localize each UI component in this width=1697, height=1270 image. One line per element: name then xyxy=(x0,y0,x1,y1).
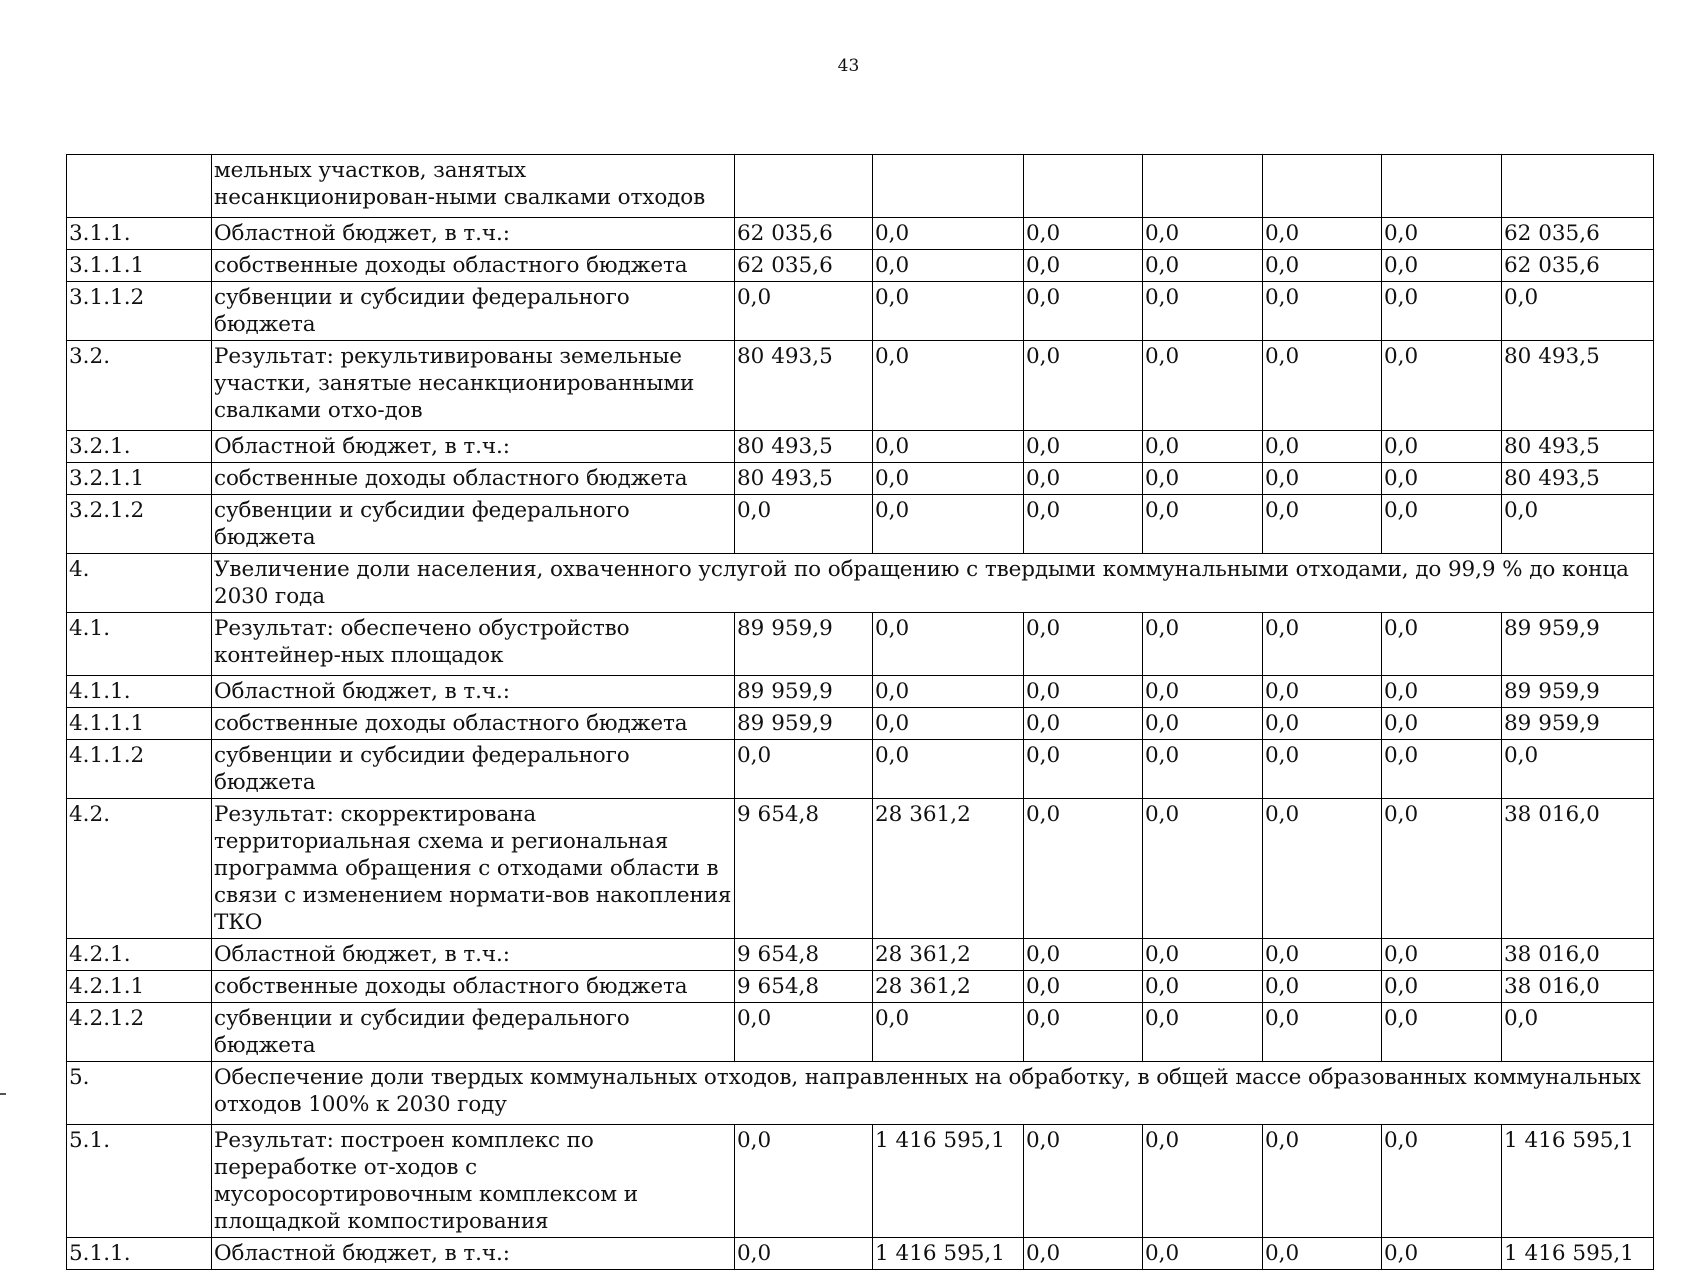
value-col-2: 0,0 xyxy=(873,341,1024,431)
value-col-3: 0,0 xyxy=(1024,1238,1143,1270)
value-col-4: 0,0 xyxy=(1143,613,1263,676)
value-col-6: 0,0 xyxy=(1382,218,1502,250)
item-name: субвенции и субсидии федерального бюджета xyxy=(212,282,735,341)
value-col-1: 80 493,5 xyxy=(735,463,873,495)
total-value: 0,0 xyxy=(1502,740,1654,799)
row-number: 5. xyxy=(67,1062,212,1125)
value-col-4: 0,0 xyxy=(1143,463,1263,495)
total-value: 80 493,5 xyxy=(1502,431,1654,463)
value-col-5 xyxy=(1263,155,1382,218)
value-col-5: 0,0 xyxy=(1263,250,1382,282)
total-value: 38 016,0 xyxy=(1502,971,1654,1003)
row-number: 4.1.1. xyxy=(67,676,212,708)
value-col-1: 0,0 xyxy=(735,1238,873,1270)
value-col-2: 0,0 xyxy=(873,676,1024,708)
value-col-3: 0,0 xyxy=(1024,341,1143,431)
table-row xyxy=(67,708,1654,740)
value-col-6: 0,0 xyxy=(1382,740,1502,799)
total-value: 80 493,5 xyxy=(1502,463,1654,495)
item-name: Результат: построен комплекс по переработке от-ходов с мусоросортировочным комплексом и площадкой компостирования xyxy=(212,1125,735,1238)
value-col-6: 0,0 xyxy=(1382,463,1502,495)
value-col-2: 28 361,2 xyxy=(873,939,1024,971)
item-name: собственные доходы областного бюджета xyxy=(212,708,735,740)
value-col-3: 0,0 xyxy=(1024,676,1143,708)
item-name: Областной бюджет, в т.ч.: xyxy=(212,218,735,250)
total-value: 38 016,0 xyxy=(1502,799,1654,939)
value-col-2: 28 361,2 xyxy=(873,971,1024,1003)
value-col-6: 0,0 xyxy=(1382,341,1502,431)
item-name: субвенции и субсидии федерального бюджета xyxy=(212,1003,735,1062)
value-col-3: 0,0 xyxy=(1024,250,1143,282)
row-number: 4. xyxy=(67,554,212,613)
value-col-2: 0,0 xyxy=(873,431,1024,463)
table-row xyxy=(67,282,1654,341)
table-row xyxy=(67,495,1654,554)
section-row xyxy=(67,1062,1654,1125)
table-row xyxy=(67,463,1654,495)
value-col-5: 0,0 xyxy=(1263,613,1382,676)
value-col-4: 0,0 xyxy=(1143,971,1263,1003)
value-col-6: 0,0 xyxy=(1382,495,1502,554)
table-row xyxy=(67,1238,1654,1270)
value-col-5: 0,0 xyxy=(1263,1003,1382,1062)
value-col-1: 0,0 xyxy=(735,282,873,341)
value-col-4: 0,0 xyxy=(1143,1238,1263,1270)
table-row xyxy=(67,676,1654,708)
item-name: Областной бюджет, в т.ч.: xyxy=(212,676,735,708)
value-col-1: 9 654,8 xyxy=(735,971,873,1003)
value-col-2: 0,0 xyxy=(873,1003,1024,1062)
value-col-3: 0,0 xyxy=(1024,740,1143,799)
value-col-5: 0,0 xyxy=(1263,676,1382,708)
value-col-5: 0,0 xyxy=(1263,463,1382,495)
table-row xyxy=(67,740,1654,799)
table-row xyxy=(67,939,1654,971)
row-number: 3.2. xyxy=(67,341,212,431)
value-col-1 xyxy=(735,155,873,218)
table-row xyxy=(67,613,1654,676)
value-col-2: 0,0 xyxy=(873,740,1024,799)
value-col-3: 0,0 xyxy=(1024,971,1143,1003)
value-col-2: 0,0 xyxy=(873,250,1024,282)
value-col-3: 0,0 xyxy=(1024,708,1143,740)
value-col-2: 0,0 xyxy=(873,463,1024,495)
value-col-3: 0,0 xyxy=(1024,1003,1143,1062)
table-row xyxy=(67,1003,1654,1062)
value-col-4: 0,0 xyxy=(1143,282,1263,341)
value-col-3: 0,0 xyxy=(1024,1125,1143,1238)
row-number: 3.1.1. xyxy=(67,218,212,250)
total-value: 62 035,6 xyxy=(1502,250,1654,282)
total-value: 80 493,5 xyxy=(1502,341,1654,431)
item-name: Результат: рекультивированы земельные участки, занятые несанкционированными свалками отхо-дов xyxy=(212,341,735,431)
value-col-4 xyxy=(1143,155,1263,218)
value-col-1: 0,0 xyxy=(735,740,873,799)
value-col-6: 0,0 xyxy=(1382,613,1502,676)
item-name: Результат: скорректирована территориальная схема и региональная программа обращения с отходами области в связи с изменением нормати-вов накопления ТКО xyxy=(212,799,735,939)
value-col-4: 0,0 xyxy=(1143,1125,1263,1238)
table-row xyxy=(67,155,1654,218)
value-col-4: 0,0 xyxy=(1143,495,1263,554)
item-name: собственные доходы областного бюджета xyxy=(212,463,735,495)
row-number: 4.2.1. xyxy=(67,939,212,971)
item-name: субвенции и субсидии федерального бюджета xyxy=(212,495,735,554)
table-row xyxy=(67,431,1654,463)
total-value: 1 416 595,1 xyxy=(1502,1238,1654,1270)
value-col-5: 0,0 xyxy=(1263,939,1382,971)
value-col-2: 0,0 xyxy=(873,613,1024,676)
row-number: 3.1.1.2 xyxy=(67,282,212,341)
value-col-4: 0,0 xyxy=(1143,218,1263,250)
value-col-3: 0,0 xyxy=(1024,613,1143,676)
value-col-2 xyxy=(873,155,1024,218)
page-number: 43 xyxy=(837,56,860,76)
item-name: субвенции и субсидии федерального бюджета xyxy=(212,740,735,799)
value-col-4: 0,0 xyxy=(1143,676,1263,708)
row-number xyxy=(67,155,212,218)
total-value: 1 416 595,1 xyxy=(1502,1125,1654,1238)
value-col-6: 0,0 xyxy=(1382,282,1502,341)
budget-table xyxy=(66,154,1654,1270)
value-col-1: 89 959,9 xyxy=(735,676,873,708)
value-col-3: 0,0 xyxy=(1024,495,1143,554)
value-col-5: 0,0 xyxy=(1263,708,1382,740)
value-col-6 xyxy=(1382,155,1502,218)
total-value: 89 959,9 xyxy=(1502,708,1654,740)
value-col-6: 0,0 xyxy=(1382,1238,1502,1270)
item-name: собственные доходы областного бюджета xyxy=(212,250,735,282)
value-col-3: 0,0 xyxy=(1024,463,1143,495)
row-number: 3.1.1.1 xyxy=(67,250,212,282)
item-name: мельных участков, занятых несанкционирован-ными свалками отходов xyxy=(212,155,735,218)
value-col-1: 89 959,9 xyxy=(735,613,873,676)
total-value: 62 035,6 xyxy=(1502,218,1654,250)
row-number: 4.1. xyxy=(67,613,212,676)
table-row xyxy=(67,799,1654,939)
value-col-1: 0,0 xyxy=(735,495,873,554)
value-col-6: 0,0 xyxy=(1382,971,1502,1003)
value-col-2: 0,0 xyxy=(873,495,1024,554)
value-col-2: 0,0 xyxy=(873,218,1024,250)
row-number: 5.1. xyxy=(67,1125,212,1238)
value-col-4: 0,0 xyxy=(1143,740,1263,799)
item-name: Результат: обеспечено обустройство контейнер-ных площадок xyxy=(212,613,735,676)
value-col-1: 0,0 xyxy=(735,1003,873,1062)
table-row xyxy=(67,1125,1654,1238)
value-col-5: 0,0 xyxy=(1263,1125,1382,1238)
table-body xyxy=(67,155,1654,1270)
value-col-5: 0,0 xyxy=(1263,218,1382,250)
value-col-2: 1 416 595,1 xyxy=(873,1238,1024,1270)
value-col-4: 0,0 xyxy=(1143,1003,1263,1062)
section-row xyxy=(67,554,1654,613)
value-col-1: 80 493,5 xyxy=(735,431,873,463)
value-col-1: 9 654,8 xyxy=(735,939,873,971)
value-col-6: 0,0 xyxy=(1382,708,1502,740)
value-col-2: 1 416 595,1 xyxy=(873,1125,1024,1238)
value-col-5: 0,0 xyxy=(1263,495,1382,554)
value-col-4: 0,0 xyxy=(1143,341,1263,431)
total-value: 89 959,9 xyxy=(1502,613,1654,676)
value-col-3: 0,0 xyxy=(1024,939,1143,971)
value-col-1: 89 959,9 xyxy=(735,708,873,740)
item-name: Областной бюджет, в т.ч.: xyxy=(212,939,735,971)
row-number: 3.2.1.1 xyxy=(67,463,212,495)
item-name: Областной бюджет, в т.ч.: xyxy=(212,431,735,463)
value-col-1: 80 493,5 xyxy=(735,341,873,431)
value-col-4: 0,0 xyxy=(1143,708,1263,740)
value-col-6: 0,0 xyxy=(1382,676,1502,708)
value-col-5: 0,0 xyxy=(1263,431,1382,463)
value-col-3: 0,0 xyxy=(1024,282,1143,341)
value-col-1: 0,0 xyxy=(735,1125,873,1238)
total-value: 0,0 xyxy=(1502,282,1654,341)
value-col-6: 0,0 xyxy=(1382,939,1502,971)
value-col-5: 0,0 xyxy=(1263,740,1382,799)
total-value xyxy=(1502,155,1654,218)
value-col-3: 0,0 xyxy=(1024,218,1143,250)
value-col-6: 0,0 xyxy=(1382,1003,1502,1062)
table-row xyxy=(67,218,1654,250)
row-number: 4.1.1.1 xyxy=(67,708,212,740)
value-col-6: 0,0 xyxy=(1382,431,1502,463)
value-col-3: 0,0 xyxy=(1024,431,1143,463)
table-row xyxy=(67,971,1654,1003)
value-col-3 xyxy=(1024,155,1143,218)
value-col-1: 62 035,6 xyxy=(735,218,873,250)
value-col-4: 0,0 xyxy=(1143,939,1263,971)
section-title: Увеличение доли населения, охваченного услугой по обращению с твердыми коммунальными отходами, до 99,9 % до конца 2030 года xyxy=(212,554,1654,613)
total-value: 0,0 xyxy=(1502,1003,1654,1062)
margin-mark xyxy=(0,1093,6,1095)
value-col-4: 0,0 xyxy=(1143,431,1263,463)
value-col-1: 9 654,8 xyxy=(735,799,873,939)
value-col-3: 0,0 xyxy=(1024,799,1143,939)
value-col-2: 0,0 xyxy=(873,282,1024,341)
row-number: 3.2.1.2 xyxy=(67,495,212,554)
item-name: Областной бюджет, в т.ч.: xyxy=(212,1238,735,1270)
row-number: 4.1.1.2 xyxy=(67,740,212,799)
total-value: 89 959,9 xyxy=(1502,676,1654,708)
row-number: 4.2.1.1 xyxy=(67,971,212,1003)
value-col-4: 0,0 xyxy=(1143,799,1263,939)
total-value: 0,0 xyxy=(1502,495,1654,554)
total-value: 38 016,0 xyxy=(1502,939,1654,971)
row-number: 3.2.1. xyxy=(67,431,212,463)
row-number: 5.1.1. xyxy=(67,1238,212,1270)
value-col-5: 0,0 xyxy=(1263,799,1382,939)
value-col-5: 0,0 xyxy=(1263,971,1382,1003)
value-col-5: 0,0 xyxy=(1263,1238,1382,1270)
value-col-1: 62 035,6 xyxy=(735,250,873,282)
value-col-6: 0,0 xyxy=(1382,250,1502,282)
value-col-5: 0,0 xyxy=(1263,282,1382,341)
row-number: 4.2.1.2 xyxy=(67,1003,212,1062)
value-col-5: 0,0 xyxy=(1263,341,1382,431)
row-number: 4.2. xyxy=(67,799,212,939)
value-col-2: 28 361,2 xyxy=(873,799,1024,939)
item-name: собственные доходы областного бюджета xyxy=(212,971,735,1003)
value-col-6: 0,0 xyxy=(1382,1125,1502,1238)
section-title: Обеспечение доли твердых коммунальных отходов, направленных на обработку, в общей массе образованных коммунальных отходов 100% к 2030 году xyxy=(212,1062,1654,1125)
table-row xyxy=(67,341,1654,431)
table-row xyxy=(67,250,1654,282)
value-col-2: 0,0 xyxy=(873,708,1024,740)
value-col-6: 0,0 xyxy=(1382,799,1502,939)
value-col-4: 0,0 xyxy=(1143,250,1263,282)
